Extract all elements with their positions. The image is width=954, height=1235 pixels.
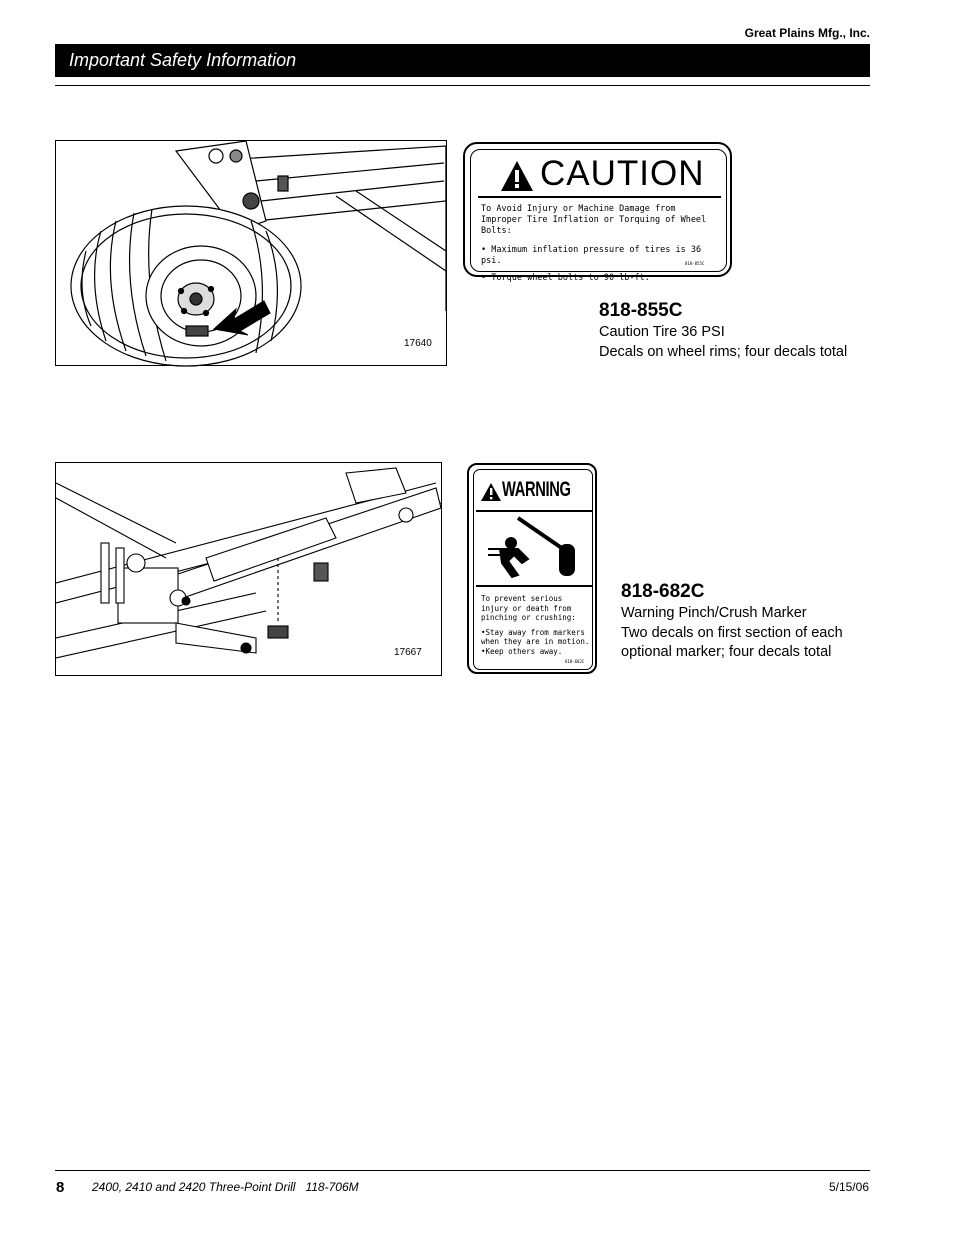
document-title: 2400, 2410 and 2420 Three-Point Drill 118-706M [92,1180,359,1194]
warning-signal-word: WARNING [502,478,571,501]
caution-header [478,154,717,196]
caution-signal-word: CAUTION [540,154,705,193]
warning-decal-code: 818-682C [565,659,585,664]
header-divider [55,85,870,86]
wheel-illustration [56,141,448,367]
section-title: Important Safety Information [69,50,297,70]
part-number: 818-682C [621,581,705,602]
wheel-figure [55,140,447,366]
marker-figure [55,462,442,676]
decal-location: Decals on wheel rims; four decals total [599,344,848,360]
warning-decal [467,463,597,674]
figure-number: 17667 [394,647,422,658]
marker-illustration [56,463,443,677]
company-name: Great Plains Mfg., Inc. [744,26,870,40]
decal-name: Caution Tire 36 PSI [599,324,725,340]
alert-triangle-icon [500,160,534,192]
footer-divider [55,1170,870,1171]
part-number: 818-855C [599,300,683,321]
pinch-hazard-pictogram [478,513,590,583]
caution-body: To Avoid Injury or Machine Damage from Improper Tire Inflation or Torquing of Wheel Bolts: • Maximum inflation pressure of tires is 36 psi. • Torque wheel bolts to 90 lb-ft. [481,204,707,283]
decal-name: Warning Pinch/Crush Marker [621,605,807,621]
alert-triangle-icon [480,482,502,502]
caution-decal-code: 818-855C [685,261,705,266]
warning-header [478,475,590,509]
figure-number: 17640 [404,338,432,349]
page-number: 8 [56,1179,65,1196]
section-banner [55,44,870,77]
decal-location: Two decals on first section of each optional marker; four decals total [621,625,843,660]
warning-body: To prevent serious injury or death from pinching or crushing: •Stay away from markers when they are in motion. •Keep others away. [481,594,590,656]
caution-decal [463,142,732,283]
document-date: 5/15/06 [828,1180,869,1194]
